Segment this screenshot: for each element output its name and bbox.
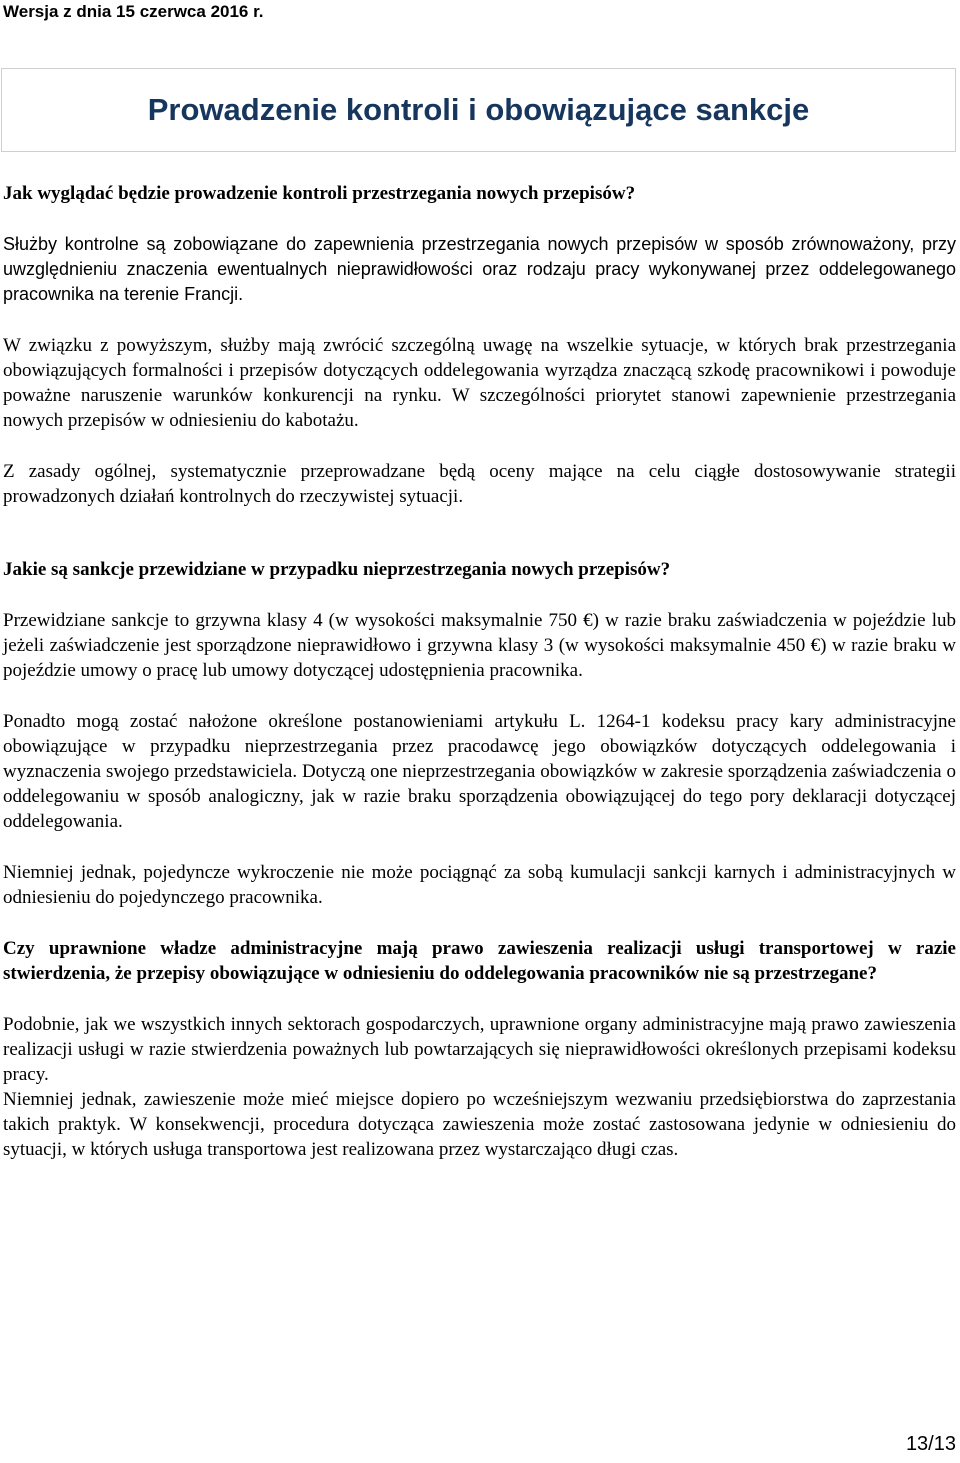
question-inspections: Jak wyglądać będzie prowadzenie kontroli przestrzegania nowych przepisów? xyxy=(3,183,636,204)
page-title: Prowadzenie kontroli i obowiązujące sankcje xyxy=(147,92,810,127)
title-box xyxy=(1,68,956,152)
paragraph-administrative-penalties: Ponadto mogą zostać nałożone określone postanowieniami artykułu L. 1264-1 kodeksu pracy kary administracyjne obowiązujące w przypadku nieprzestrzegania przez pracodawcę jego obowiązków dotyczących oddelegowania i wyznaczenia swojego przedstawiciela. Dotyczą one nieprzestrzegania obowiązków w zakresie sporządzenia zaświadczenia o oddelegowaniu w sposób analogiczny, jak w razie braku sporządzenia obowiązującej do tego pory deklaracji dotyczącej oddelegowania. xyxy=(3,711,956,832)
document-body xyxy=(3,181,956,1162)
version-header: Wersja z dnia 15 czerwca 2016 r. xyxy=(3,2,264,21)
paragraph-inspection-services: Służby kontrolne są zobowiązane do zapewnienia przestrzegania nowych przepisów w sposób zrównoważony, przy uwzględnieniu znaczenia ewentualnych nieprawidłowości oraz rodzaju pracy wykonywanej przez oddelegowanego pracownika na terenie Francji. xyxy=(3,234,956,304)
paragraph-fines: Przewidziane sankcje to grzywna klasy 4 (w wysokości maksymalnie 750 €) w razie braku zaświadczenia w pojeździe lub jeżeli zaświadczenie jest sporządzone nieprawidłowo i grzywna klasy 3 (w wysokości maksymalnie 450 €) w razie braku w pojeździe umowy o pracę lub umowy dotyczącej udostępnienia pracownika. xyxy=(3,610,956,681)
question-suspension: Czy uprawnione władze administracyjne mają prawo zawieszenia realizacji usługi transportowej w razie stwierdzenia, że przepisy obowiązujące w odniesieniu do oddelegowania pracowników nie są przestrzegane? xyxy=(3,938,956,984)
paragraph-no-cumulation: Niemniej jednak, pojedyncze wykroczenie nie może pociągnąć za sobą kumulacji sankcji karnych i administracyjnych w odniesieniu do pojedynczego pracownika. xyxy=(3,862,956,908)
page-number: 13/13 xyxy=(905,1433,956,1455)
paragraph-priorities: W związku z powyższym, służby mają zwrócić szczególną uwagę na wszelkie sytuacje, w których brak przestrzegania obowiązujących formalności i przepisów dotyczących oddelegowania wyrządza znaczącą szkodę pracownikowi i powoduje poważne naruszenie warunków konkurencji na rynku. W szczególności priorytet stanowi zapewnienie przestrzegania nowych przepisów w odniesieniu do kabotażu. xyxy=(3,335,956,431)
paragraph-assessments: Z zasady ogólnej, systematycznie przeprowadzane będą oceny mające na celu ciągłe dostosowywanie strategii prowadzonych działań kontrolnych do rzeczywistej sytuacji. xyxy=(3,461,956,507)
paragraph-suspension-right: Podobnie, jak we wszystkich innych sektorach gospodarczych, uprawnione organy administracyjne mają prawo zawieszenia realizacji usługi w razie stwierdzenia poważnych lub powtarzających się nieprawidłowości określonych przepisami kodeksu pracy. xyxy=(3,1014,956,1085)
paragraph-suspension-procedure: Niemniej jednak, zawieszenie może mieć miejsce dopiero po wcześniejszym wezwaniu przedsiębiorstwa do zaprzestania takich praktyk. W konsekwencji, procedura dotycząca zawieszenia może zostać zastosowana jedynie w odniesieniu do sytuacji, w których usługa transportowa jest realizowana przez wystarczająco długi czas. xyxy=(3,1089,956,1160)
question-sanctions: Jakie są sankcje przewidziane w przypadku nieprzestrzegania nowych przepisów? xyxy=(3,559,671,580)
